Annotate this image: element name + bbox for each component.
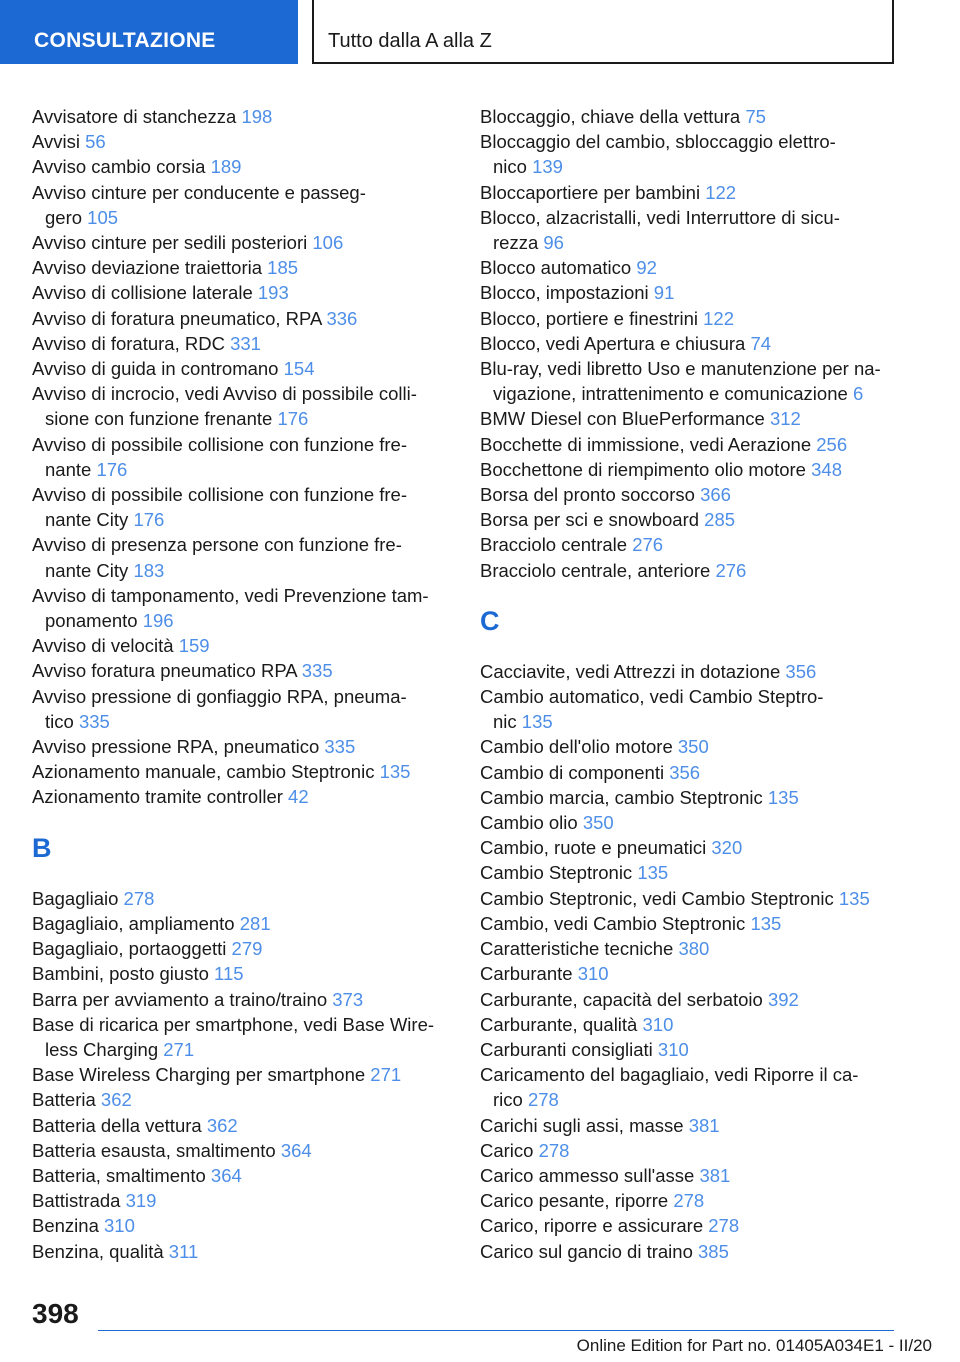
index-entry xyxy=(32,1239,452,1264)
index-entry-text: Benzina xyxy=(32,1215,99,1237)
page-reference-link[interactable]: 271 xyxy=(163,1038,195,1060)
page-title: Tutto dalla A alla Z xyxy=(312,0,894,64)
index-entry-text: Carico pesante, riporre xyxy=(480,1190,669,1212)
index-entry xyxy=(480,987,900,1012)
index-entry-text: Avviso di possibile collisione con funzione fre- xyxy=(32,433,407,455)
index-entry xyxy=(480,659,900,684)
index-entry xyxy=(32,230,452,255)
index-entry-text: Avviso di guida in contromano xyxy=(32,358,279,380)
page-reference-link[interactable]: 135 xyxy=(637,862,669,884)
index-entry-text: Carburante, qualità xyxy=(480,1013,638,1035)
index-entry-text: Cambio olio xyxy=(480,812,578,834)
page-reference-link[interactable]: 135 xyxy=(750,912,782,934)
index-entry xyxy=(32,734,452,759)
page-reference-link[interactable]: 198 xyxy=(241,106,273,127)
page-reference-link[interactable]: 385 xyxy=(698,1240,729,1262)
page-number: 398 xyxy=(32,1298,79,1329)
index-entry-text: Carico sul gancio di traino xyxy=(480,1240,693,1262)
page-reference-link[interactable]: 196 xyxy=(142,610,174,632)
page-reference-link[interactable]: 96 xyxy=(543,232,564,254)
index-entry-text: Borsa per sci e snowboard xyxy=(480,509,700,531)
page-reference-link[interactable]: 135 xyxy=(838,887,870,909)
page-reference-link[interactable]: 311 xyxy=(168,1240,199,1262)
index-entry-text: Blocco automatico xyxy=(480,257,632,279)
page-reference-link[interactable]: 276 xyxy=(632,534,664,556)
index-entry xyxy=(32,784,452,809)
page-reference-link[interactable]: 122 xyxy=(705,181,737,203)
index-entry xyxy=(480,104,900,129)
index-entry xyxy=(480,1239,900,1264)
index-entry-text: Cambio Steptronic xyxy=(480,862,633,884)
index-entry-text: Avviso pressione di gonfiaggio RPA, pneuma- xyxy=(32,685,407,707)
index-entry xyxy=(480,507,900,532)
page-reference-link[interactable]: 310 xyxy=(657,1038,689,1060)
index-entry xyxy=(480,180,900,205)
page-reference-link[interactable]: 176 xyxy=(133,509,165,531)
index-entry xyxy=(32,987,452,1012)
page-reference-link[interactable]: 135 xyxy=(767,786,799,808)
index-entry xyxy=(32,306,452,331)
index-entry-text: Carburanti consigliati xyxy=(480,1038,653,1060)
index-entry-text: Bocchette di immissione, vedi Aerazione xyxy=(480,433,812,455)
index-entry-text: Battistrada xyxy=(32,1190,121,1212)
page-reference-link[interactable]: 91 xyxy=(653,282,675,304)
page-reference-link[interactable]: 366 xyxy=(700,484,731,506)
index-entry-text: tico xyxy=(45,710,74,732)
page-reference-link[interactable]: 154 xyxy=(283,358,315,380)
index-entry-text: Cambio, ruote e pneumatici xyxy=(480,837,707,859)
index-entry-text: Cacciavite, vedi Attrezzi in dotazione xyxy=(480,660,781,682)
index-entry-text: Avviso di incrocio, vedi Avviso di possibile colli- xyxy=(32,383,417,405)
page-reference-link[interactable]: 176 xyxy=(277,408,309,430)
index-entry-text: nante City xyxy=(45,509,129,531)
index-entry xyxy=(32,1113,452,1138)
index-entry xyxy=(480,482,900,507)
index-entry-text: nico xyxy=(493,156,527,178)
index-entry-text: Cambio Steptronic, vedi Cambio Steptronic xyxy=(480,887,834,909)
index-entry xyxy=(32,886,452,911)
index-entry-text: rezza xyxy=(493,232,539,254)
page-reference-link[interactable]: 364 xyxy=(210,1164,242,1186)
page-reference-link[interactable]: 350 xyxy=(582,812,614,834)
page-reference-link[interactable]: 319 xyxy=(125,1190,157,1212)
index-entry-text: Carichi sugli assi, masse xyxy=(480,1114,684,1136)
index-entry-text: Cambio automatico, vedi Cambio Steptro- xyxy=(480,686,824,708)
page-reference-link[interactable]: 135 xyxy=(521,711,553,733)
index-entry xyxy=(480,911,900,936)
page-reference-link[interactable]: 392 xyxy=(767,988,799,1010)
index-entry xyxy=(480,129,900,179)
index-entry xyxy=(480,457,900,482)
index-entry xyxy=(32,356,452,381)
index-entry xyxy=(480,961,900,986)
index-entry-text: Barra per avviamento a traino/traino xyxy=(32,988,328,1010)
index-entry-text: Benzina, qualità xyxy=(32,1240,164,1262)
index-entry xyxy=(32,104,452,129)
page-reference-link[interactable]: 364 xyxy=(280,1139,312,1161)
index-entry xyxy=(32,482,452,532)
index-entry-text: Batteria della vettura xyxy=(32,1114,202,1136)
index-column-left xyxy=(32,104,452,1264)
page-reference-link[interactable]: 278 xyxy=(708,1215,740,1237)
page-reference-link[interactable]: 310 xyxy=(577,963,609,985)
page-reference-link[interactable]: 74 xyxy=(750,332,772,354)
index-entry-text: Bocchettone di riempimento olio motore xyxy=(480,458,806,480)
index-entry-text: Bracciolo centrale, anteriore xyxy=(480,559,711,581)
index-entry xyxy=(480,406,900,431)
index-entry-text: Carico ammesso sull'asse xyxy=(480,1164,695,1186)
index-entry xyxy=(32,1188,452,1213)
page-reference-link[interactable]: 183 xyxy=(133,559,165,581)
index-entry xyxy=(480,1113,900,1138)
page-reference-link[interactable]: 348 xyxy=(811,458,842,480)
index-entry xyxy=(480,785,900,810)
index-entry-text: Avviso di foratura, RDC xyxy=(32,332,225,354)
index-entry-text: Avviso di collisione laterale xyxy=(32,282,253,304)
index-entry-text: Carico xyxy=(480,1139,534,1161)
page-reference-link[interactable]: 310 xyxy=(642,1013,674,1035)
index-entry xyxy=(480,1062,900,1112)
index-entry-text: Avvisi xyxy=(32,131,80,153)
index-entry xyxy=(480,1037,900,1062)
index-entry xyxy=(480,306,900,331)
page-reference-link[interactable]: 185 xyxy=(267,257,299,279)
page-reference-link[interactable]: 278 xyxy=(123,887,155,909)
page-reference-link[interactable]: 335 xyxy=(78,710,110,732)
index-letter-heading: C xyxy=(480,605,500,636)
index-entry xyxy=(32,1163,452,1188)
index-entry xyxy=(32,381,452,431)
index-entry xyxy=(32,1062,452,1087)
index-entry xyxy=(32,280,452,305)
index-entry xyxy=(480,936,900,961)
index-entry-text: Avviso di tamponamento, vedi Prevenzione tam- xyxy=(32,584,429,606)
page-reference-link[interactable]: 373 xyxy=(332,988,364,1010)
index-entry-text: Borsa del pronto soccorso xyxy=(480,484,695,506)
page-reference-link[interactable]: 320 xyxy=(711,837,743,859)
index-entry xyxy=(480,760,900,785)
index-entry-text: Batteria, smaltimento xyxy=(32,1164,206,1186)
page-reference-link[interactable]: 56 xyxy=(85,131,106,153)
page-reference-link[interactable]: 135 xyxy=(379,761,411,783)
index-entry xyxy=(480,1213,900,1238)
index-entry-text: Caricamento del bagagliaio, vedi Riporre il ca- xyxy=(480,1064,859,1086)
footer-divider xyxy=(98,1330,894,1331)
index-entry-text: Avviso foratura pneumatico RPA xyxy=(32,660,297,682)
index-entry-text: Avviso di foratura pneumatico, RPA xyxy=(32,307,322,329)
page-reference-link[interactable]: 278 xyxy=(673,1190,705,1212)
index-entry-text: Bagagliaio xyxy=(32,887,119,909)
page-reference-link[interactable]: 256 xyxy=(816,433,848,455)
index-entry-text: Base Wireless Charging per smartphone xyxy=(32,1064,366,1086)
index-entry-text: Avviso pressione RPA, pneumatico xyxy=(32,736,320,758)
page-reference-link[interactable]: 75 xyxy=(745,106,766,127)
index-entry-text: Bloccaportiere per bambini xyxy=(480,181,701,203)
index-entry-text: Blocco, impostazioni xyxy=(480,282,649,304)
index-entry xyxy=(480,1163,900,1188)
index-entry xyxy=(32,129,452,154)
footer-edition xyxy=(577,1336,932,1356)
index-entry-text: Azionamento manuale, cambio Steptronic xyxy=(32,761,375,783)
index-entry xyxy=(32,1138,452,1163)
index-entry xyxy=(32,936,452,961)
index-entry-text: gero xyxy=(45,206,83,228)
index-entry-text: nic xyxy=(493,711,517,733)
index-entry xyxy=(32,1213,452,1238)
index-column-right xyxy=(480,104,900,1264)
index-entry-text: Azionamento tramite controller xyxy=(32,786,283,808)
index-entry-text: BMW Diesel con BluePerformance xyxy=(480,408,765,430)
index-entry xyxy=(32,961,452,986)
index-entry xyxy=(480,532,900,557)
page-reference-link[interactable]: 276 xyxy=(715,559,747,581)
index-entry xyxy=(32,759,452,784)
index-entry xyxy=(32,1087,452,1112)
page-reference-link[interactable]: 92 xyxy=(636,257,657,279)
index-entry xyxy=(32,658,452,683)
page-reference-link[interactable]: 6 xyxy=(852,383,864,405)
index-entry-text: nante City xyxy=(45,559,129,581)
page-reference-link[interactable]: 336 xyxy=(326,307,358,329)
index-entry-text: Carburante, capacità del serbatoio xyxy=(480,988,763,1010)
index-entry-text: Avviso cambio corsia xyxy=(32,156,206,178)
index-entry xyxy=(480,255,900,280)
index-entry-text: Bloccaggio, chiave della vettura xyxy=(480,106,741,127)
page-reference-link[interactable]: 139 xyxy=(532,156,563,178)
page-reference-link[interactable]: 281 xyxy=(239,912,271,934)
page-reference-link[interactable]: 356 xyxy=(785,660,817,682)
index-entry xyxy=(480,1012,900,1037)
index-entry-text: Bracciolo centrale xyxy=(480,534,628,556)
page-reference-link[interactable]: 362 xyxy=(206,1114,238,1136)
index-entry-text: Blu-ray, vedi libretto Uso e manutenzione per na- xyxy=(480,358,881,380)
index-entry xyxy=(32,911,452,936)
index-entry-text: Cambio dell'olio motore xyxy=(480,736,673,758)
page-reference-link[interactable]: 356 xyxy=(669,761,701,783)
index-entry-text: ponamento xyxy=(45,610,138,632)
index-letter-heading: B xyxy=(32,832,52,863)
index-entry-text: Avviso di velocità xyxy=(32,635,174,657)
index-entry xyxy=(480,835,900,860)
index-entry-text: Bambini, posto giusto xyxy=(32,963,209,985)
index-entry-text: Avvisatore di stanchezza xyxy=(32,106,237,127)
index-entry-text: Carburante xyxy=(480,963,573,985)
page-reference-link[interactable]: 279 xyxy=(231,938,263,960)
index-entry xyxy=(480,280,900,305)
index-entry xyxy=(32,633,452,658)
page-reference-link[interactable]: 285 xyxy=(704,509,736,531)
index-entry xyxy=(32,684,452,734)
page-reference-link[interactable]: 189 xyxy=(210,156,242,178)
index-entry xyxy=(480,205,900,255)
index-entry xyxy=(32,180,452,230)
page-reference-link[interactable]: 380 xyxy=(678,938,710,960)
page-reference-link[interactable]: 335 xyxy=(324,736,356,758)
index-entry xyxy=(32,255,452,280)
page-reference-link[interactable]: 106 xyxy=(312,232,344,254)
page-reference-link[interactable]: 310 xyxy=(104,1215,135,1237)
index-entry-text: Avviso cinture per conducente e passeg- xyxy=(32,181,366,203)
index-entry-text: Cambio di componenti xyxy=(480,761,665,783)
index-entry xyxy=(32,154,452,179)
index-entry xyxy=(480,860,900,885)
index-entry-text: Bloccaggio del cambio, sbloccaggio elettro- xyxy=(480,131,836,153)
index-entry-text: less Charging xyxy=(45,1038,159,1060)
page-reference-link[interactable]: 105 xyxy=(87,206,119,228)
index-entry-text: Carico, riporre e assicurare xyxy=(480,1215,704,1237)
page-reference-link[interactable]: 350 xyxy=(677,736,709,758)
index-entry xyxy=(480,356,900,406)
index-entry-text: Bagagliaio, portaoggetti xyxy=(32,938,227,960)
index-entry-text: Blocco, portiere e finestrini xyxy=(480,307,698,329)
index-entry xyxy=(480,1188,900,1213)
page-reference-link[interactable]: 331 xyxy=(230,332,261,354)
index-entry-text: nante xyxy=(45,458,92,480)
page-reference-link[interactable]: 122 xyxy=(703,307,735,329)
index-entry-text: Avviso di presenza persone con funzione fre- xyxy=(32,534,402,556)
index-entry xyxy=(32,331,452,356)
page-reference-link[interactable]: 278 xyxy=(527,1089,559,1111)
page-reference-link[interactable]: 381 xyxy=(688,1114,720,1136)
page-reference-link[interactable]: 176 xyxy=(96,458,128,480)
page-reference-link[interactable]: 115 xyxy=(214,963,244,985)
index-entry-text: rico xyxy=(493,1089,523,1111)
index-entry-text: Avviso deviazione traiettoria xyxy=(32,257,263,279)
index-entry-text: Batteria esausta, smaltimento xyxy=(32,1139,276,1161)
page-reference-link[interactable]: 278 xyxy=(538,1139,570,1161)
page-reference-link[interactable]: 193 xyxy=(257,282,289,304)
index-entry xyxy=(480,684,900,734)
page-reference-link[interactable]: 271 xyxy=(370,1064,402,1086)
index-entry-text: Cambio marcia, cambio Steptronic xyxy=(480,786,763,808)
section-tab[interactable]: CONSULTAZIONE xyxy=(0,0,298,64)
index-entry xyxy=(32,1012,452,1062)
index-entry-text: vigazione, intrattenimento e comunicazione xyxy=(493,383,848,405)
index-entry-text: Bagagliaio, ampliamento xyxy=(32,912,235,934)
page-reference-link[interactable]: 312 xyxy=(769,408,801,430)
index-entry-text: Base di ricarica per smartphone, vedi Base Wire- xyxy=(32,1013,435,1035)
index-entry xyxy=(480,810,900,835)
index-entry xyxy=(480,734,900,759)
index-entry xyxy=(480,432,900,457)
index-entry-text: Blocco, alzacristalli, vedi Interruttore di sicu- xyxy=(480,206,840,228)
page-reference-link[interactable]: 159 xyxy=(178,635,210,657)
index-entry-text: Avviso cinture per sedili posteriori xyxy=(32,232,308,254)
index-entry-text: sione con funzione frenante xyxy=(45,408,273,430)
index-entry-text: Avviso di possibile collisione con funzione fre- xyxy=(32,484,407,506)
page-reference-link[interactable]: 381 xyxy=(699,1164,731,1186)
index-entry xyxy=(480,331,900,356)
page-reference-link[interactable]: 42 xyxy=(288,786,309,808)
index-entry xyxy=(480,558,900,583)
index-entry-text: Caratteristiche tecniche xyxy=(480,938,674,960)
page-reference-link[interactable]: 362 xyxy=(100,1089,132,1111)
index-entry-text: Blocco, vedi Apertura e chiusura xyxy=(480,332,746,354)
index-entry-text: Cambio, vedi Cambio Steptronic xyxy=(480,912,746,934)
page-reference-link[interactable]: 335 xyxy=(301,660,333,682)
index-entry xyxy=(480,1138,900,1163)
index-entry xyxy=(480,886,900,911)
footer-edition-text: Online Edition for Part no. 01405A034E1 - II/20 xyxy=(576,1336,932,1355)
index-entry xyxy=(32,432,452,482)
index-entry xyxy=(32,583,452,633)
index-entry xyxy=(32,532,452,582)
index-entry-text: Batteria xyxy=(32,1089,96,1111)
